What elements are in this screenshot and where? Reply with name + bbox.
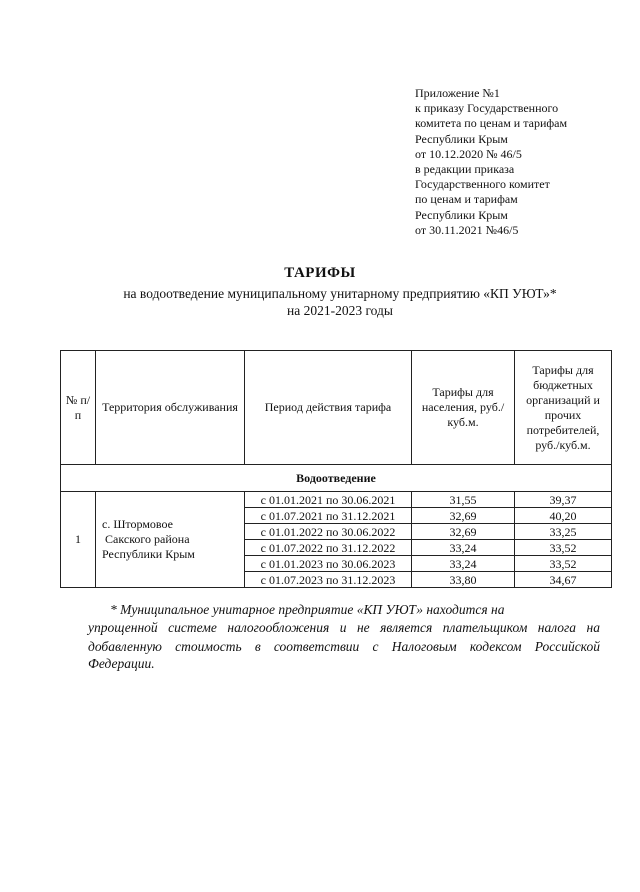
budget-tariff: 39,37 bbox=[515, 492, 612, 508]
footnote-line-3: Федерации. bbox=[88, 656, 155, 671]
period-cell: с 01.07.2021 по 31.12.2021 bbox=[245, 508, 412, 524]
subtitle-line: на 2021-2023 годы bbox=[287, 303, 393, 318]
appendix-line: от 30.11.2021 №46/5 bbox=[415, 222, 519, 237]
document-title: ТАРИФЫ bbox=[284, 265, 356, 281]
header-number: № п/п bbox=[61, 351, 96, 465]
budget-tariff: 34,67 bbox=[515, 572, 612, 588]
population-tariff: 33,24 bbox=[412, 540, 515, 556]
appendix-block bbox=[415, 86, 567, 238]
appendix-line: Государственного комитет bbox=[415, 177, 550, 192]
appendix-line: от 10.12.2020 № 46/5 bbox=[415, 146, 522, 161]
footnote-line-2: упрощенной системе налогообложения и не является плательщиком налога на добавленную стоимость в соответствии с Налоговым кодексом Российской bbox=[88, 620, 600, 654]
header-territory: Территория обслуживания bbox=[96, 351, 245, 465]
period-cell: с 01.01.2022 по 30.06.2022 bbox=[245, 524, 412, 540]
population-tariff: 33,24 bbox=[412, 556, 515, 572]
territory-cell bbox=[96, 492, 245, 588]
period-cell: с 01.07.2022 по 31.12.2022 bbox=[245, 540, 412, 556]
header-budget: Тарифы для бюджетных организаций и прочих потребителей, руб./куб.м. bbox=[515, 351, 612, 465]
appendix-line: Республики Крым bbox=[415, 131, 508, 146]
period-cell: с 01.07.2023 по 31.12.2023 bbox=[245, 572, 412, 588]
appendix-line: комитета по ценам и тарифам bbox=[415, 116, 568, 131]
population-tariff: 31,55 bbox=[412, 492, 515, 508]
budget-tariff: 33,52 bbox=[515, 556, 612, 572]
population-tariff: 32,69 bbox=[412, 508, 515, 524]
table-row bbox=[61, 492, 612, 508]
section-row bbox=[61, 465, 612, 492]
subtitle-line: на водоотведение муниципальному унитарному предприятию «КП УЮТ»* bbox=[123, 286, 557, 301]
table-header-row bbox=[61, 351, 612, 465]
row-number: 1 bbox=[61, 492, 96, 588]
header-population: Тарифы для населения, руб./куб.м. bbox=[412, 351, 515, 465]
header-period: Период действия тарифа bbox=[245, 351, 412, 465]
population-tariff: 32,69 bbox=[412, 524, 515, 540]
appendix-line: по ценам и тарифам bbox=[415, 192, 518, 207]
period-cell: с 01.01.2021 по 30.06.2021 bbox=[245, 492, 412, 508]
period-cell: с 01.01.2023 по 30.06.2023 bbox=[245, 556, 412, 572]
appendix-line: в редакции приказа bbox=[415, 162, 515, 177]
appendix-line: к приказу Государственного bbox=[415, 101, 559, 116]
document-subtitle bbox=[0, 285, 640, 319]
territory-line: Сакского района bbox=[105, 532, 190, 546]
territory-line: Республики Крым bbox=[102, 547, 195, 561]
population-tariff: 33,80 bbox=[412, 572, 515, 588]
appendix-line: Республики Крым bbox=[415, 207, 508, 222]
budget-tariff: 40,20 bbox=[515, 508, 612, 524]
section-title: Водоотведение bbox=[61, 465, 612, 492]
budget-tariff: 33,25 bbox=[515, 524, 612, 540]
territory-line: с. Штормовое bbox=[102, 517, 173, 531]
appendix-line: Приложение №1 bbox=[415, 86, 500, 100]
footnote-line-1: * Муниципальное унитарное предприятие «КП УЮТ» находится на bbox=[110, 602, 505, 617]
budget-tariff: 33,52 bbox=[515, 540, 612, 556]
tariff-table bbox=[60, 350, 612, 588]
